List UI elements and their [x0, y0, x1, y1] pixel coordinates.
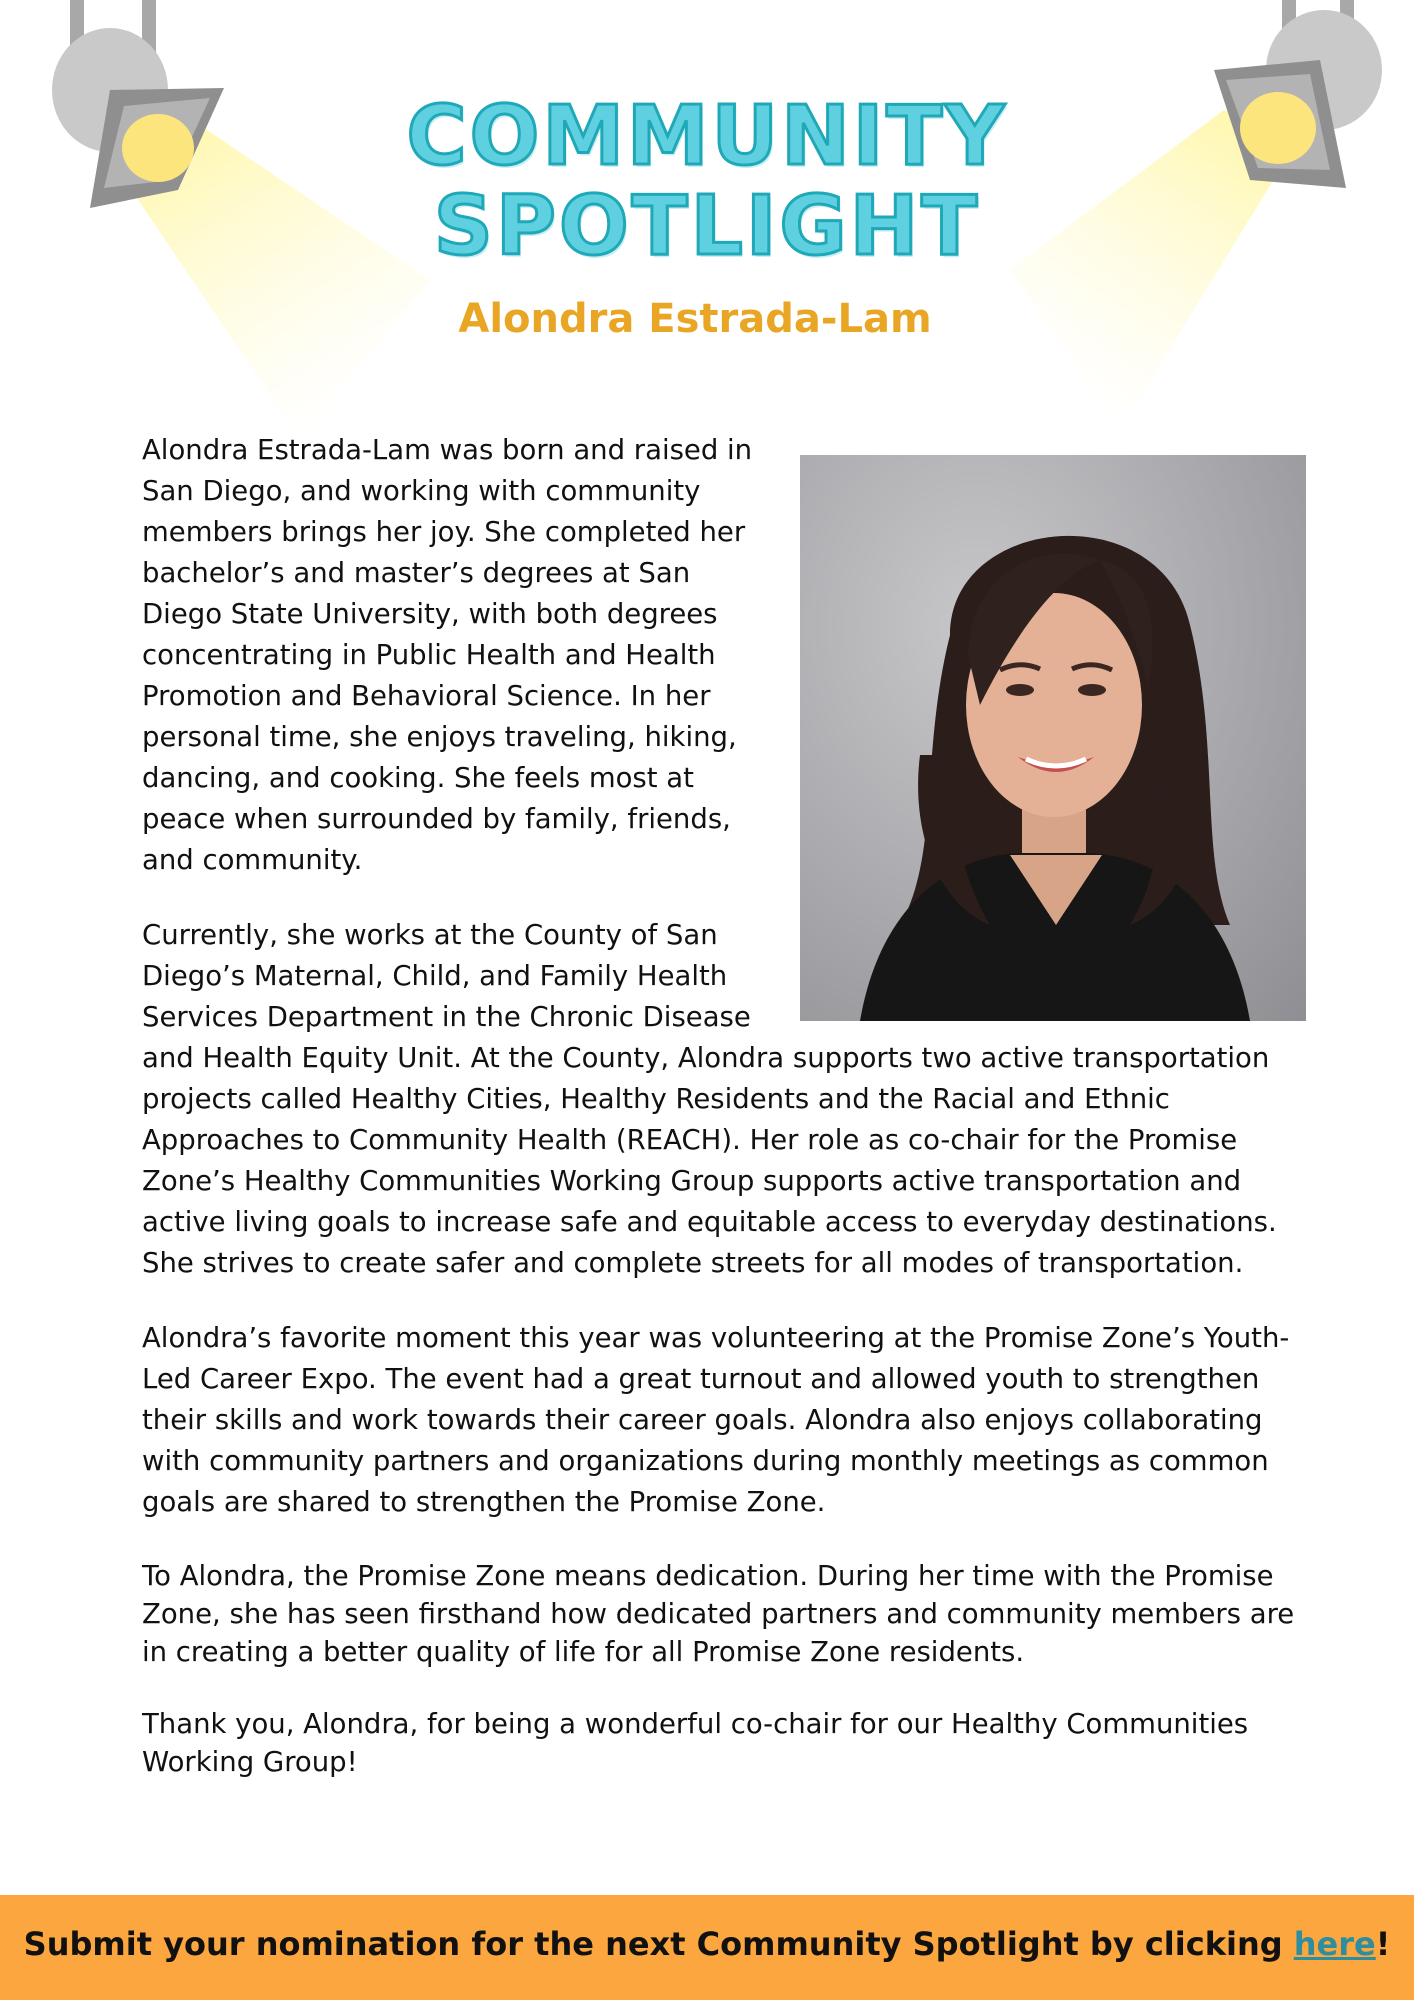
article-body: [142, 430, 1302, 1815]
page-title: [0, 89, 1414, 274]
nomination-text: [24, 1925, 1391, 1963]
nomination-text-suffix: !: [1375, 1925, 1391, 1963]
paragraph-promise-zone-meaning: To Alondra, the Promise Zone means dedication. During her time with the Promise Zone, she has seen firsthand how dedicated partners and community members are in creating a better quality of life for all Promise Zone residents.: [142, 1560, 1295, 1668]
title-line-spotlight: SPOTLIGHT: [433, 179, 981, 274]
nomination-text-main: Submit your nomination for the next Community Spotlight by clicking: [23, 1925, 1294, 1963]
nomination-banner: [0, 1895, 1414, 2000]
paragraph-work: Currently, she works at the County of San Diego’s Maternal, Child, and Family Health Services Department in the Chronic Disease and Health Equity Unit. At the County, Alondra supports two active transportation projects called Healthy Cities, Healthy Residents and the Racial and Ethnic Approaches to Community Health (REACH). Her role as co-chair for the Promise Zone’s Healthy Communities Working Group supports active transportation and active living goals to increase safe and equitable access to everyday destinations. She strives to create safer and complete streets for all modes of transportation.: [142, 919, 1277, 1279]
portrait-photo: [800, 455, 1306, 1021]
portrait-illustration: [800, 455, 1306, 1021]
spotlight-person-name: Alondra Estrada-Lam: [458, 296, 932, 342]
nomination-link[interactable]: here: [1293, 1925, 1376, 1963]
title-line-community: COMMUNITY: [406, 89, 1008, 184]
paragraph-favorite-moment: Alondra’s favorite moment this year was volunteering at the Promise Zone’s Youth-Led Career Expo. The event had a great turnout and allowed youth to strengthen their skills and work towards their career goals. Alondra also enjoys collaborating with community partners and organizations during monthly meetings as common goals are shared to strengthen the Promise Zone.: [142, 1322, 1290, 1518]
paragraph-intro: Alondra Estrada-Lam was born and raised in San Diego, and working with community members brings her joy. She completed her bachelor’s and master’s degrees at San Diego State University, with both degrees concentrating in Public Health and Health Promotion and Behavioral Science. In her personal time, she enjoys traveling, hiking, dancing, and cooking. She feels most at peace when surrounded by family, friends, and community.: [142, 434, 753, 876]
paragraph-thank-you: Thank you, Alondra, for being a wonderful co-chair for our Healthy Communities Working Group!: [142, 1708, 1249, 1778]
